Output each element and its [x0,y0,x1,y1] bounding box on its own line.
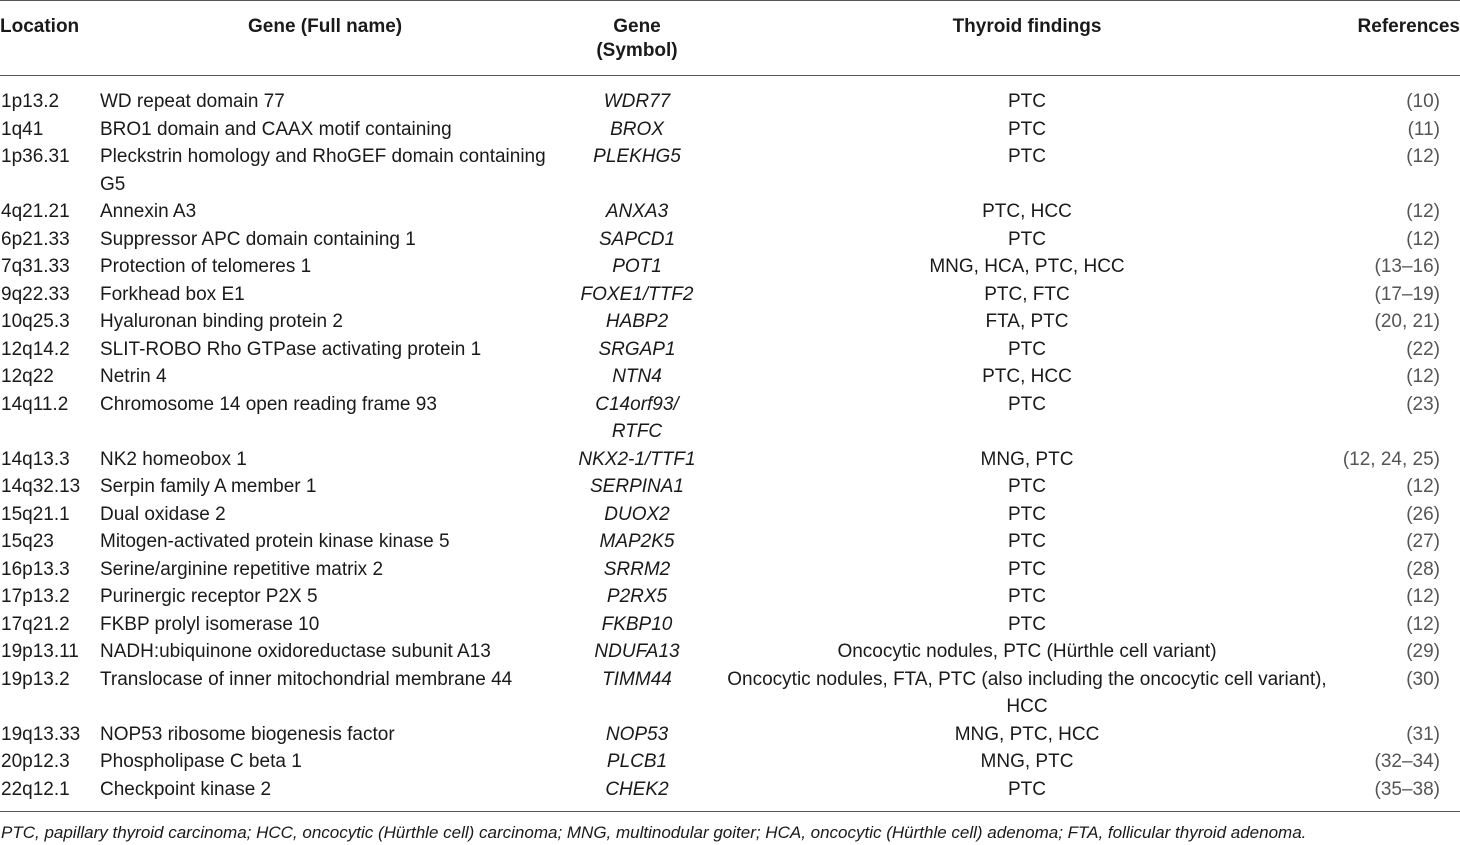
cell-references: (12) [1406,476,1440,497]
cell-thyroid-findings: PTC [1008,531,1046,552]
cell-gene-full-name: Phospholipase C beta 1 [100,751,302,772]
cell-location: 14q11.2 [1,393,69,415]
cell-thyroid-findings: PTC [1008,558,1046,580]
cell-gene-symbol: NOP53 [605,723,669,745]
table-row [0,446,1460,474]
cell-references: (12) [1406,228,1440,250]
cell-gene-symbol: NKX2-1/TTF1 [578,448,696,470]
cell-gene-symbol: POT1 [612,256,662,277]
cell-references: (32–34) [1374,751,1440,772]
cell-gene-symbol: SAPCD1 [598,228,676,250]
cell-references: (12) [1406,613,1440,635]
cell-references: (31) [1406,723,1440,745]
header-gene-symbol-line2: (Symbol) [596,40,678,61]
cell-thyroid-findings: PTC [1008,503,1046,525]
cell-gene-full-name: SLIT-ROBO Rho GTPase activating protein 1 [100,338,482,360]
table-row [0,336,1460,364]
cell-gene-full-name: WD repeat domain 77 [100,91,285,112]
cell-gene-full-name: NADH:ubiquinone oxidoreductase subunit A13 [100,641,491,662]
cell-gene-symbol: FOXE1/TTF2 [580,283,694,305]
cell-gene-symbol: TIMM44 [602,668,672,690]
table-footnote: PTC, papillary thyroid carcinoma; HCC, oncocytic (Hürthle cell) carcinoma; MNG, multinodular goiter; HCA, oncocytic (Hürthle cell) adenoma; FTA, follicular thyroid adenoma. [1,823,1307,842]
cell-gene-symbol: SRGAP1 [598,338,676,360]
cell-location: 14q13.3 [1,448,70,470]
cell-gene-full-name: Hyaluronan binding protein 2 [100,311,343,332]
table-row [0,776,1460,812]
cell-gene-full-name: NOP53 ribosome biogenesis factor [100,723,395,745]
cell-references: (23) [1406,393,1440,415]
cell-location: 19p13.2 [1,668,70,690]
cell-gene-full-name: Purinergic receptor P2X 5 [100,586,318,607]
cell-references: (20, 21) [1374,311,1440,332]
cell-references: (12) [1406,201,1440,222]
cell-gene-symbol: P2RX5 [606,586,668,607]
cell-references: (12) [1406,586,1440,607]
header-gene-full-name: Gene (Full name) [248,16,403,37]
cell-thyroid-findings: MNG, PTC [980,448,1074,470]
cell-gene-symbol: BROX [610,118,664,140]
cell-location: 9q22.33 [1,283,70,305]
cell-gene-full-name: Chromosome 14 open reading frame 93 [100,393,437,415]
cell-references: (35–38) [1374,778,1440,800]
cell-thyroid-findings: PTC [1008,338,1046,360]
cell-location: 1p13.2 [1,91,60,112]
table-row [0,281,1460,309]
cell-gene-full-name: Suppressor APC domain containing 1 [100,228,416,250]
cell-thyroid-findings: MNG, PTC, HCC [954,723,1100,745]
cell-references: (12) [1406,366,1440,387]
cell-thyroid-findings: Oncocytic nodules, FTA, PTC (also including the oncocytic cell variant), HCC [727,668,1327,717]
cell-gene-full-name: Checkpoint kinase 2 [100,778,272,800]
header-thyroid-findings: Thyroid findings [952,16,1102,37]
cell-thyroid-findings: Oncocytic nodules, PTC (Hürthle cell variant) [837,641,1217,662]
cell-location: 1p36.31 [1,146,70,167]
header-gene-symbol [562,1,712,76]
cell-gene-symbol: SERPINA1 [590,476,684,497]
cell-location: 17q21.2 [1,613,70,635]
cell-thyroid-findings: PTC [1008,613,1046,635]
cell-location: 15q23 [1,531,54,552]
table-row [0,198,1460,226]
cell-gene-full-name: FKBP prolyl isomerase 10 [100,613,320,635]
cell-location: 1q41 [1,118,44,140]
cell-gene-symbol: DUOX2 [604,503,670,525]
cell-gene-symbol: MAP2K5 [599,531,675,552]
header-references: References [1357,16,1460,37]
table-row [0,501,1460,529]
cell-gene-symbol: C14orf93/ RTFC [595,393,679,442]
cell-gene-full-name: Pleckstrin homology and RhoGEF domain containing G5 [100,146,546,195]
table-row [0,391,1460,446]
cell-gene-full-name: Serine/arginine repetitive matrix 2 [100,558,384,580]
table-row [0,611,1460,639]
table-row [0,143,1460,198]
cell-gene-symbol: WDR77 [603,91,671,112]
cell-gene-full-name: Translocase of inner mitochondrial membrane 44 [100,668,513,690]
cell-gene-full-name: Protection of telomeres 1 [100,256,312,277]
table-row [0,583,1460,611]
cell-references: (13–16) [1374,256,1440,277]
cell-location: 7q31.33 [1,256,70,277]
cell-gene-full-name: Netrin 4 [100,366,167,387]
cell-thyroid-findings: PTC [1008,586,1046,607]
cell-thyroid-findings: FTA, PTC [985,311,1069,332]
cell-gene-full-name: Forkhead box E1 [100,283,245,305]
cell-thyroid-findings: PTC [1008,118,1046,140]
cell-references: (11) [1407,118,1440,140]
table-row [0,666,1460,721]
cell-references: (17–19) [1374,283,1440,305]
table-row [0,226,1460,254]
cell-gene-full-name: BRO1 domain and CAAX motif containing [100,118,452,140]
table-header [0,1,1460,76]
cell-location: 4q21.21 [1,201,70,222]
cell-thyroid-findings: MNG, PTC [980,751,1074,772]
cell-gene-symbol: PLEKHG5 [593,146,681,167]
cell-gene-symbol: NTN4 [612,366,662,387]
cell-references: (12, 24, 25) [1342,448,1440,470]
table-row [0,748,1460,776]
cell-gene-symbol: HABP2 [605,311,669,332]
cell-references: (27) [1406,531,1440,552]
cell-thyroid-findings: PTC [1008,778,1046,800]
cell-thyroid-findings: PTC, FTC [984,283,1070,305]
table-row [0,253,1460,281]
cell-gene-full-name: Serpin family A member 1 [100,476,317,497]
table-row [0,473,1460,501]
cell-location: 6p21.33 [1,228,70,250]
cell-thyroid-findings: PTC [1008,228,1046,250]
table-body [0,76,1460,812]
cell-location: 19p13.11 [1,641,79,662]
table-row [0,556,1460,584]
cell-gene-full-name: Mitogen-activated protein kinase kinase 5 [100,531,450,552]
cell-location: 17p13.2 [1,586,70,607]
header-gene-symbol-line1: Gene [613,16,661,37]
cell-references: (22) [1406,338,1440,360]
cell-location: 22q12.1 [1,778,70,800]
cell-location: 19q13.33 [1,723,81,745]
cell-references: (10) [1406,91,1440,112]
header-location: Location [0,16,80,37]
cell-thyroid-findings: MNG, HCA, PTC, HCC [929,256,1125,277]
cell-gene-symbol: SRRM2 [603,558,671,580]
cell-thyroid-findings: PTC [1008,91,1046,112]
cell-references: (12) [1406,146,1440,167]
cell-references: (26) [1406,503,1440,525]
table-row [0,721,1460,749]
cell-location: 10q25.3 [1,311,70,332]
table-row [0,528,1460,556]
cell-references: (28) [1406,558,1440,580]
cell-gene-symbol: ANXA3 [605,201,669,222]
cell-thyroid-findings: PTC [1008,393,1046,415]
table-row [0,638,1460,666]
cell-gene-full-name: Dual oxidase 2 [100,503,226,525]
cell-gene-full-name: Annexin A3 [100,201,197,222]
cell-thyroid-findings: PTC [1008,146,1046,167]
cell-location: 16p13.3 [1,558,70,580]
cell-location: 12q14.2 [1,338,70,360]
cell-gene-symbol: NDUFA13 [594,641,680,662]
table-row [0,308,1460,336]
cell-location: 14q32.13 [1,476,81,497]
cell-thyroid-findings: PTC [1008,476,1046,497]
cell-gene-symbol: CHEK2 [605,778,669,800]
table-row [0,363,1460,391]
cell-gene-symbol: FKBP10 [601,613,673,635]
cell-thyroid-findings: PTC, HCC [982,201,1072,222]
cell-location: 20p12.3 [1,751,70,772]
cell-references: (29) [1406,641,1440,662]
cell-gene-symbol: PLCB1 [606,751,668,772]
table-row [0,76,1460,116]
cell-location: 12q22 [1,366,54,387]
cell-gene-full-name: NK2 homeobox 1 [100,448,247,470]
cell-location: 15q21.1 [1,503,70,525]
cell-references: (30) [1406,668,1440,690]
cell-thyroid-findings: PTC, HCC [982,366,1072,387]
table-row [0,116,1460,144]
